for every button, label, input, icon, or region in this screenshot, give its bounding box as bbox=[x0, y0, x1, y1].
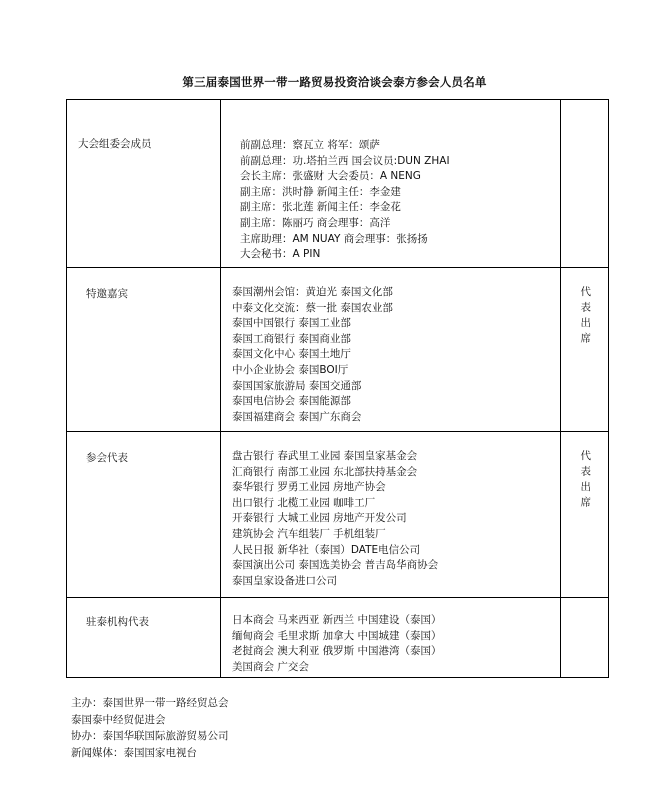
list-item: 泰国潮州会馆：黄迫光 泰国文化部 bbox=[232, 286, 393, 298]
list-item: 泰国文化中心 泰国土地厅 bbox=[232, 348, 351, 361]
footer-line: 协办：泰国华联国际旅游贸易公司 bbox=[71, 730, 229, 743]
list-item: 主席助理：AM NUAY 商会理事：张扬扬 bbox=[240, 232, 428, 245]
note-cell bbox=[561, 598, 609, 678]
footer-line: 新闻媒体：泰国国家电视台 bbox=[71, 746, 197, 759]
members-cell bbox=[221, 432, 561, 598]
members-cell bbox=[221, 268, 561, 432]
members-cell bbox=[221, 100, 561, 268]
note-cell bbox=[561, 432, 609, 598]
note-cell bbox=[561, 100, 609, 268]
list-item: 中小企业协会 泰国BOI厅 bbox=[232, 363, 349, 376]
table-row bbox=[67, 268, 609, 432]
category-cell bbox=[67, 100, 221, 268]
list-item: 汇商银行 南部工业园 东北部扶持基金会 bbox=[232, 465, 418, 478]
document-title: 第三届泰国世界一带一路贸易投资洽谈会泰方参会人员名单 bbox=[182, 75, 487, 89]
category-cell bbox=[67, 432, 221, 598]
category-label: 特邀嘉宾 bbox=[86, 288, 128, 300]
table-row bbox=[67, 432, 609, 598]
list-item: 泰国皇家设备进口公司 bbox=[232, 574, 337, 587]
footer-line: 泰国泰中经贸促进会 bbox=[71, 713, 166, 726]
list-item: 前副总理：功.塔拍兰西 国会议员:DUN ZHAI bbox=[240, 154, 450, 167]
members-cell bbox=[221, 598, 561, 678]
table-row bbox=[67, 598, 609, 678]
list-item: 人民日报 新华社（泰国）DATE电信公司 bbox=[232, 543, 421, 556]
category-label: 驻泰机构代表 bbox=[86, 616, 149, 628]
list-item: 建筑协会 汽车组装厂 手机组装厂 bbox=[232, 527, 386, 540]
list-item: 日本商会 马来西亚 新西兰 中国建设（泰国） bbox=[232, 614, 442, 626]
list-item: 副主席：张北莲 新闻主任：李金花 bbox=[240, 201, 401, 214]
list-item: 泰国福建商会 泰国广东商会 bbox=[232, 410, 362, 423]
list-item: 泰国国家旅游局 泰国交通部 bbox=[232, 379, 362, 392]
list-item: 会长主席：张盛财 大会委员：A NENG bbox=[240, 170, 421, 183]
footer-line: 主办：泰国世界一带一路经贸总会 bbox=[71, 697, 229, 709]
category-cell bbox=[67, 598, 221, 678]
table-row bbox=[67, 100, 609, 268]
list-item: 大会秘书：A PIN bbox=[240, 248, 321, 261]
list-item: 老挝商会 澳大利亚 俄罗斯 中国港湾（泰国） bbox=[232, 645, 442, 658]
list-item: 副主席：陈丽巧 商会理事：高洋 bbox=[240, 216, 391, 229]
note-cell bbox=[561, 268, 609, 432]
list-item: 出口银行 北榄工业园 咖啡工厂 bbox=[232, 496, 376, 509]
list-item: 泰国中国银行 泰国工业部 bbox=[232, 317, 351, 330]
list-item: 副主席：洪时静 新闻主任：李金建 bbox=[240, 185, 401, 198]
list-item: 泰华银行 罗勇工业园 房地产协会 bbox=[232, 481, 386, 494]
attendance-note: 代表出席 bbox=[579, 450, 592, 512]
category-label: 参会代表 bbox=[86, 452, 128, 464]
list-item: 美国商会 广交会 bbox=[232, 660, 309, 673]
list-item: 盘古银行 春武里工业园 泰国皇家基金会 bbox=[232, 450, 418, 462]
list-item: 中泰文化交流：蔡一批 泰国农业部 bbox=[232, 301, 393, 314]
list-item: 缅甸商会 毛里求斯 加拿大 中国城建（泰国） bbox=[232, 629, 442, 642]
roster-table bbox=[66, 99, 609, 678]
category-cell bbox=[67, 268, 221, 432]
organizer-footer bbox=[71, 695, 229, 761]
list-item: 泰国电信协会 泰国能源部 bbox=[232, 395, 351, 408]
category-label: 大会组委会成员 bbox=[78, 138, 152, 150]
list-item: 开泰银行 大城工业园 房地产开发公司 bbox=[232, 512, 407, 525]
list-item: 泰国演出公司 泰国选美协会 普吉岛华商协会 bbox=[232, 559, 439, 572]
list-item: 泰国工商银行 泰国商业部 bbox=[232, 332, 351, 345]
attendance-note: 代表出席 bbox=[579, 286, 592, 348]
list-item: 前副总理：察瓦立 将军：颂萨 bbox=[240, 139, 380, 151]
